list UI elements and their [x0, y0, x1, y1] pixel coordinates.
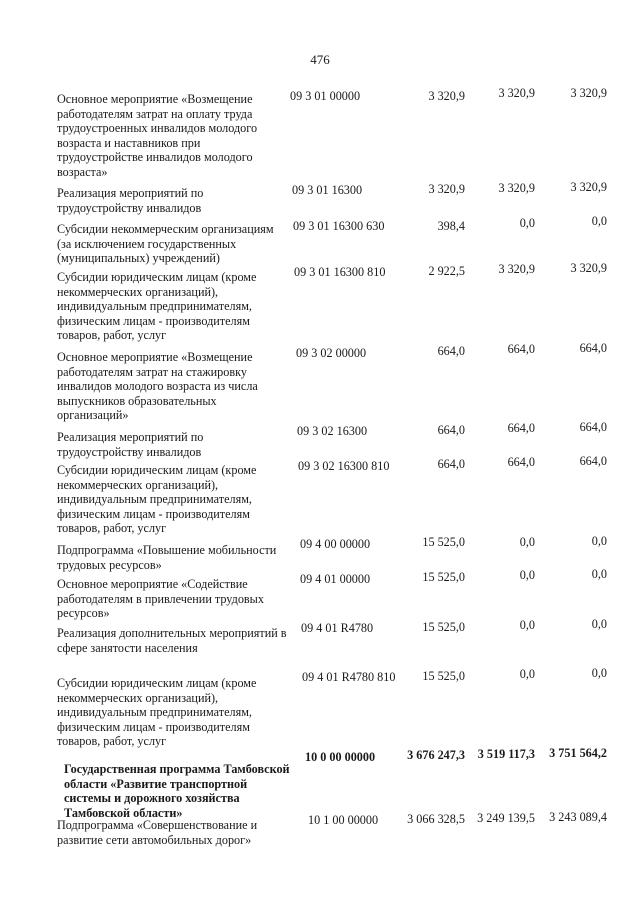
- row-value-2: 0,0: [519, 568, 535, 582]
- row-value-3: 0,0: [591, 534, 607, 548]
- row-value-1: 3 320,9: [428, 182, 465, 196]
- row-value-3: 0,0: [591, 567, 607, 581]
- row-description: Субсидии юридическим лицам (кроме некоммерческих организаций), индивидуальным предпринимателям, физическим лицам - производителям товаров, работ, услуг: [57, 676, 257, 749]
- row-code: 09 3 01 00000: [290, 89, 361, 103]
- row-description: Реализация мероприятий по трудоустройству инвалидов: [57, 186, 204, 215]
- row-value-1: 3 320,9: [428, 89, 465, 103]
- row-value-1: 15 525,0: [422, 570, 465, 584]
- row-description: Государственная программа Тамбовской области «Развитие транспортной системы и дорожного хозяйства Тамбовской области»: [64, 762, 290, 820]
- row-description: Основное мероприятие «Возмещение работодателям затрат на стажировку инвалидов молодого возраста из числа выпускников образовательных организаций»: [57, 350, 258, 423]
- row-value-1: 15 525,0: [422, 620, 465, 634]
- row-code: 09 3 02 00000: [296, 346, 367, 360]
- row-description: Реализация дополнительных мероприятий в сфере занятости населения: [57, 626, 287, 655]
- row-value-3: 3 320,9: [570, 261, 607, 275]
- row-value-2: 3 320,9: [498, 262, 535, 276]
- row-description: Субсидии юридическим лицам (кроме некоммерческих организаций), индивидуальным предпринимателям, физическим лицам - производителям товаров, работ, услуг: [57, 463, 257, 536]
- row-code: 09 4 01 00000: [300, 572, 371, 586]
- row-code: 09 3 01 16300 810: [294, 265, 386, 279]
- row-value-3: 0,0: [591, 666, 607, 680]
- row-value-1: 15 525,0: [422, 535, 465, 549]
- row-value-2: 664,0: [507, 342, 535, 356]
- row-value-2: 3 320,9: [498, 181, 535, 195]
- row-value-2: 0,0: [519, 535, 535, 549]
- row-value-2: 3 320,9: [498, 86, 535, 100]
- row-value-3: 0,0: [591, 214, 607, 228]
- row-value-2: 664,0: [507, 455, 535, 469]
- row-code: 09 3 02 16300: [297, 424, 368, 438]
- row-code: 10 0 00 00000: [305, 750, 376, 764]
- row-value-2: 0,0: [519, 618, 535, 632]
- row-description: Субсидии некоммерческим организациям (за исключением государственных (муниципальных) учреждений): [57, 222, 274, 266]
- row-code: 10 1 00 00000: [308, 813, 379, 827]
- row-code: 09 3 01 16300 630: [293, 219, 385, 233]
- row-value-2: 3 519 117,3: [477, 747, 535, 761]
- row-value-3: 3 320,9: [570, 180, 607, 194]
- row-value-1: 398,4: [437, 219, 465, 233]
- row-description: Субсидии юридическим лицам (кроме некоммерческих организаций), индивидуальным предпринимателям, физическим лицам - производителям товаров, работ, услуг: [57, 270, 257, 343]
- row-value-1: 664,0: [437, 457, 465, 471]
- row-value-3: 664,0: [579, 341, 607, 355]
- row-description: Реализация мероприятий по трудоустройству инвалидов: [57, 430, 204, 459]
- row-code: 09 4 00 00000: [300, 537, 371, 551]
- row-value-2: 0,0: [519, 667, 535, 681]
- row-value-1: 664,0: [437, 423, 465, 437]
- row-value-2: 664,0: [507, 421, 535, 435]
- row-value-3: 664,0: [579, 420, 607, 434]
- row-value-3: 664,0: [579, 454, 607, 468]
- row-value-1: 2 922,5: [428, 264, 465, 278]
- row-value-2: 0,0: [519, 216, 535, 230]
- row-value-1: 664,0: [437, 344, 465, 358]
- row-code: 09 3 01 16300: [292, 183, 363, 197]
- row-value-1: 15 525,0: [422, 669, 465, 683]
- row-code: 09 4 01 R4780 810: [302, 670, 396, 684]
- row-code: 09 4 01 R4780: [301, 621, 374, 635]
- row-value-1: 3 676 247,3: [407, 748, 465, 762]
- row-description: Основное мероприятие «Возмещение работодателям затрат на оплату труда трудоустроенных инвалидов молодого возраста и наставников при трудоустройстве инвалидов молодого возраста»: [57, 92, 258, 179]
- row-value-3: 3 243 089,4: [549, 810, 607, 824]
- row-code: 09 3 02 16300 810: [298, 459, 390, 473]
- page-number: 476: [310, 52, 330, 67]
- row-value-3: 0,0: [591, 617, 607, 631]
- row-value-3: 3 751 564,2: [549, 746, 607, 760]
- row-description: Подпрограмма «Повышение мобильности трудовых ресурсов»: [57, 543, 277, 572]
- row-value-2: 3 249 139,5: [477, 811, 535, 825]
- row-description: Основное мероприятие «Содействие работодателям в привлечении трудовых ресурсов»: [57, 577, 264, 621]
- row-value-1: 3 066 328,5: [407, 812, 465, 826]
- row-value-3: 3 320,9: [570, 86, 607, 100]
- row-description: Подпрограмма «Совершенствование и развитие сети автомобильных дорог»: [57, 818, 258, 847]
